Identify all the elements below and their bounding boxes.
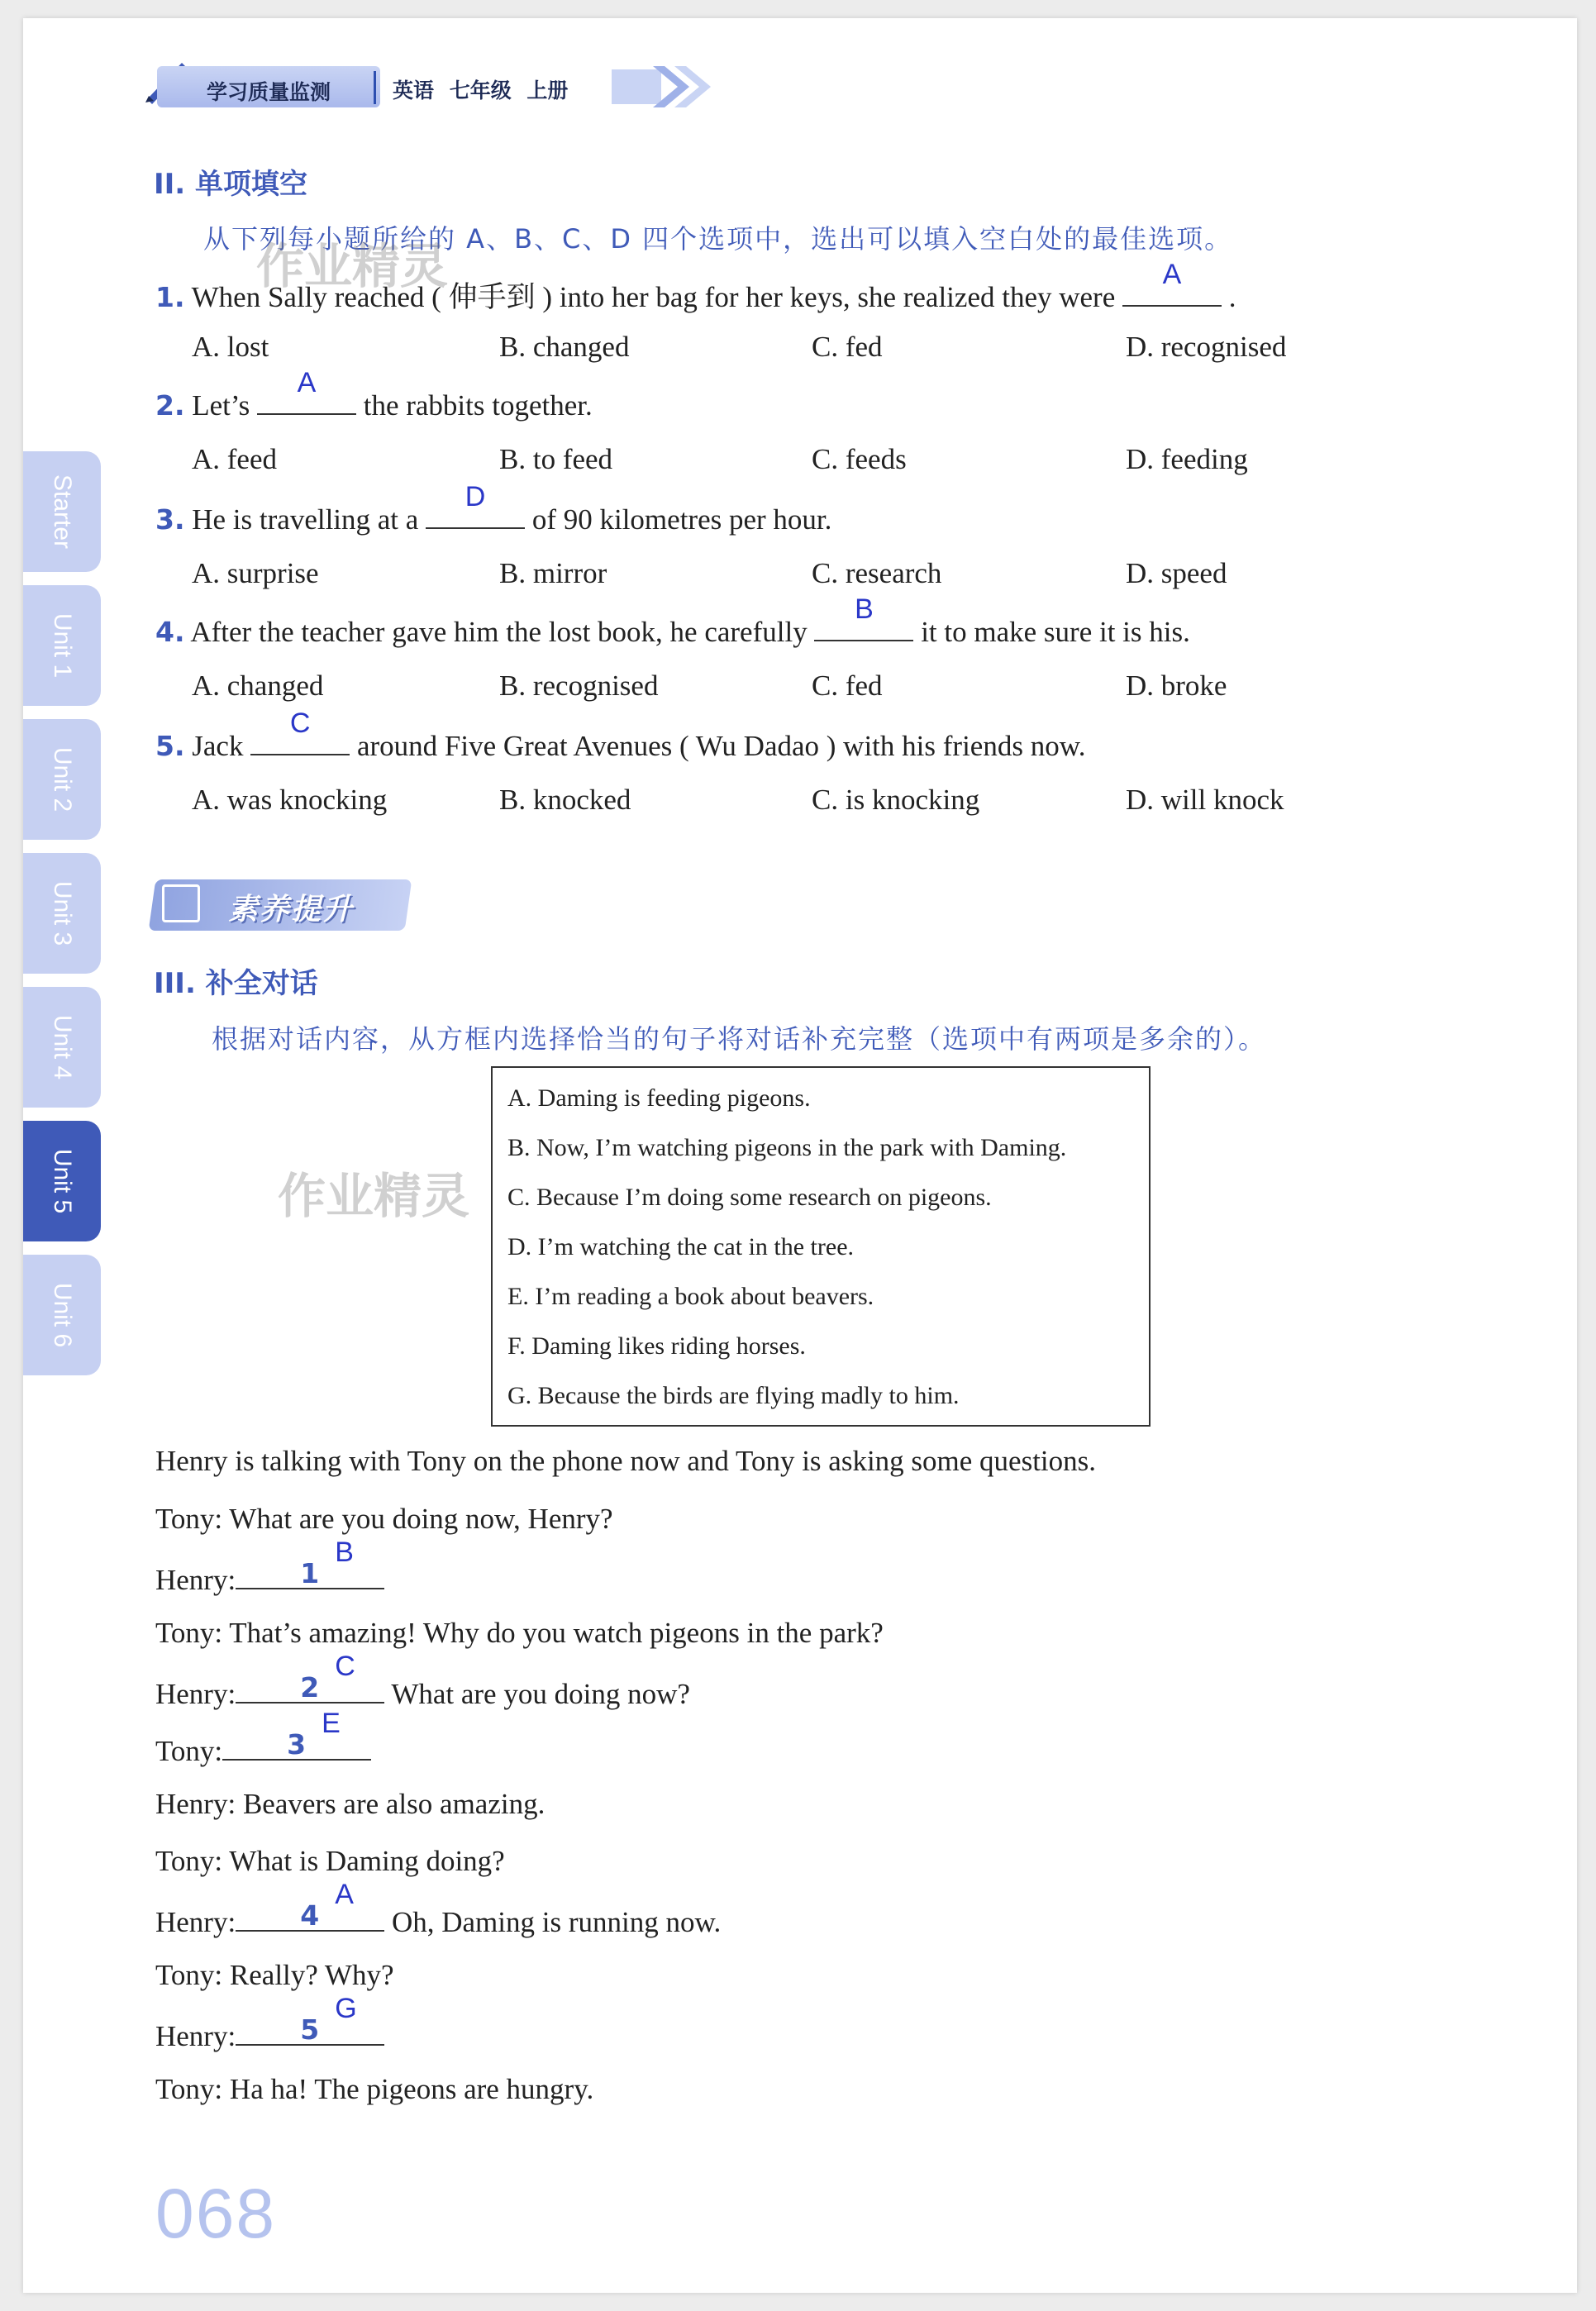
question-line xyxy=(155,367,593,422)
section-instruction: 从下列每小题所给的 A、B、C、D 四个选项中，选出可以填入空白处的最佳选项。 xyxy=(203,223,1233,255)
question-text: He is travelling at a xyxy=(192,503,419,536)
dialog-line xyxy=(155,1993,384,2053)
speaker-label: Henry: xyxy=(155,1678,236,1710)
speaker-label: Tony: xyxy=(155,1617,223,1649)
handwritten-answer: C xyxy=(335,1651,355,1682)
speaker-label: Tony: xyxy=(155,1959,223,1991)
section-instruction: 根据对话内容，从方框内选择恰当的句子将对话补充完整（选项中有两项是多余的）。 xyxy=(212,1023,1267,1055)
dialog-text: Ha ha! The pigeons are hungry. xyxy=(229,2073,594,2105)
dialog-line xyxy=(155,1617,884,1650)
blank-number: 2 xyxy=(300,1671,320,1703)
question-text: When Sally reached ( 伸手到 ) into her bag for her keys, she realized they were xyxy=(191,281,1116,313)
speaker-label: Tony: xyxy=(155,2073,223,2105)
speaker-label: Henry: xyxy=(155,1788,236,1820)
box-option: C. Because I’m doing some research on pigeons. xyxy=(507,1184,992,1211)
banner-label: 素养提升 xyxy=(228,893,355,927)
dialog-text: That’s amazing! Why do you watch pigeons in the park? xyxy=(229,1617,884,1649)
dialog-blank[interactable] xyxy=(236,1651,384,1703)
unit-tab[interactable] xyxy=(23,451,101,572)
handwritten-answer: D xyxy=(465,481,486,512)
option-choice[interactable]: B. mirror xyxy=(499,557,607,589)
page-number: 068 xyxy=(155,2175,277,2252)
question-line xyxy=(155,708,1086,763)
unit-tab[interactable] xyxy=(23,585,101,706)
speaker-label: Tony: xyxy=(155,1845,223,1877)
unit-tab[interactable] xyxy=(23,1121,101,1241)
question-text: of 90 kilometres per hour. xyxy=(531,503,832,536)
box-option: B. Now, I’m watching pigeons in the park with Daming. xyxy=(507,1134,1067,1161)
dialog-line xyxy=(155,1879,722,1939)
box-option: G. Because the birds are flying madly to him. xyxy=(507,1382,960,1409)
unit-tab-label: Unit 2 xyxy=(49,746,76,812)
question-line xyxy=(155,593,1190,649)
handwritten-answer: A xyxy=(1162,259,1182,290)
unit-tab[interactable] xyxy=(23,1255,101,1375)
option-choice[interactable]: B. recognised xyxy=(499,669,659,702)
option-choice[interactable]: D. broke xyxy=(1126,669,1227,702)
option-choice[interactable]: A. was knocking xyxy=(192,784,388,816)
question-text: Jack xyxy=(192,730,244,762)
unit-tab-label: Unit 3 xyxy=(49,880,76,946)
option-choice[interactable]: D. speed xyxy=(1126,557,1227,589)
box-option: A. Daming is feeding pigeons. xyxy=(507,1084,811,1112)
dialog-blank[interactable] xyxy=(222,1708,371,1761)
option-choice[interactable]: D. recognised xyxy=(1126,331,1287,363)
question-line xyxy=(155,481,832,536)
box-option: E. I’m reading a book about beavers. xyxy=(507,1283,874,1310)
dialog-text: What is Daming doing? xyxy=(229,1845,505,1877)
option-choice[interactable]: A. changed xyxy=(192,669,324,702)
dialog-blank[interactable] xyxy=(236,1537,384,1589)
blank-number: 4 xyxy=(300,1899,320,1932)
handwritten-answer: B xyxy=(855,593,874,625)
speaker-label: Tony: xyxy=(155,1735,223,1767)
unit-tab-label: Unit 5 xyxy=(49,1148,76,1214)
header-divider xyxy=(374,71,376,104)
grid-icon xyxy=(162,884,200,922)
header-meta: 英语 七年级 上册 xyxy=(393,79,569,102)
handwritten-answer: A xyxy=(297,367,317,398)
question-number: 2. xyxy=(155,389,185,422)
section-title: III. 补全对话 xyxy=(154,967,318,1000)
blank-number: 1 xyxy=(300,1557,320,1589)
question-text: After the teacher gave him the lost book, he carefully xyxy=(190,616,808,648)
option-choice[interactable]: A. surprise xyxy=(192,557,319,589)
watermark: 作业精灵 xyxy=(278,1168,470,1224)
option-choice[interactable]: A. lost xyxy=(192,331,269,363)
watermark: 作业精灵 xyxy=(256,238,449,294)
unit-tab[interactable] xyxy=(23,853,101,974)
option-choice[interactable]: C. is knocking xyxy=(812,784,980,816)
option-choice[interactable]: B. knocked xyxy=(499,784,631,816)
dialog-line xyxy=(155,1708,371,1768)
unit-tab[interactable] xyxy=(23,987,101,1108)
section-title: II. 单项填空 xyxy=(154,168,308,201)
speaker-label: Henry: xyxy=(155,1564,236,1596)
dialog-text: What are you doing now, Henry? xyxy=(229,1503,613,1535)
option-choice[interactable]: B. to feed xyxy=(499,443,613,475)
option-choice[interactable]: C. fed xyxy=(812,331,883,363)
handwritten-answer: G xyxy=(335,1993,357,2024)
option-choice[interactable]: A. feed xyxy=(192,443,278,475)
dialog-line xyxy=(155,1651,690,1711)
question-number: 5. xyxy=(155,730,185,762)
answer-blank[interactable] xyxy=(250,708,350,755)
question-text: Let’s xyxy=(192,389,250,422)
dialog-text: What are you doing now? xyxy=(391,1678,690,1710)
handwritten-answer: A xyxy=(335,1879,354,1910)
unit-tab-label: Starter xyxy=(49,474,76,550)
question-text: the rabbits together. xyxy=(363,389,593,422)
dialog-text: Oh, Daming is running now. xyxy=(391,1906,722,1938)
question-number: 4. xyxy=(155,616,185,648)
box-option: F. Daming likes riding horses. xyxy=(507,1332,806,1360)
dialog-line xyxy=(155,1788,545,1821)
answer-blank[interactable] xyxy=(814,593,913,641)
header-series: 学习质量监测 xyxy=(207,80,331,104)
dialog-line xyxy=(155,1959,394,1992)
dialog-line xyxy=(155,1845,505,1878)
chevron-decoration-icon xyxy=(612,63,719,111)
dialog-blank[interactable] xyxy=(236,1879,384,1932)
speaker-label: Henry: xyxy=(155,1906,236,1938)
dialog-line xyxy=(155,1503,613,1536)
blank-number: 3 xyxy=(287,1728,307,1761)
handwritten-answer: C xyxy=(289,708,311,739)
answer-blank[interactable] xyxy=(257,367,356,415)
speaker-label: Henry: xyxy=(155,2020,236,2052)
dialog-line xyxy=(155,1537,384,1597)
box-option: D. I’m watching the cat in the tree. xyxy=(507,1233,855,1260)
unit-tab-label: Unit 6 xyxy=(49,1282,76,1348)
speaker-label: Tony: xyxy=(155,1503,223,1535)
dialog-text: Beavers are also amazing. xyxy=(242,1788,545,1820)
answer-blank[interactable] xyxy=(1122,259,1222,307)
option-choice[interactable]: C. feeds xyxy=(812,443,907,475)
question-text: around Five Great Avenues ( Wu Dadao ) with his friends now. xyxy=(356,730,1086,762)
unit-tab[interactable] xyxy=(23,719,101,840)
handwritten-answer: E xyxy=(322,1708,341,1739)
dialog-blank[interactable] xyxy=(236,1993,384,2046)
option-choice[interactable]: C. research xyxy=(812,557,942,589)
unit-tab-label: Unit 4 xyxy=(49,1014,76,1080)
option-choice[interactable]: C. fed xyxy=(812,669,883,702)
question-text: . xyxy=(1228,281,1236,313)
question-number: 1. xyxy=(155,281,185,313)
dialog-intro: Henry is talking with Tony on the phone now and Tony is asking some questions. xyxy=(155,1445,1097,1477)
option-choice[interactable]: D. will knock xyxy=(1126,784,1284,816)
option-choice[interactable]: B. changed xyxy=(499,331,630,363)
question-number: 3. xyxy=(155,503,185,536)
unit-tab-label: Unit 1 xyxy=(49,612,76,679)
question-text: it to make sure it is his. xyxy=(921,616,1190,648)
dialog-text: Really? Why? xyxy=(229,1959,394,1991)
handwritten-answer: B xyxy=(335,1537,354,1568)
option-choice[interactable]: D. feeding xyxy=(1126,443,1248,475)
dialog-line xyxy=(155,2073,593,2106)
answer-blank[interactable] xyxy=(426,481,525,529)
blank-number: 5 xyxy=(300,2013,320,2046)
